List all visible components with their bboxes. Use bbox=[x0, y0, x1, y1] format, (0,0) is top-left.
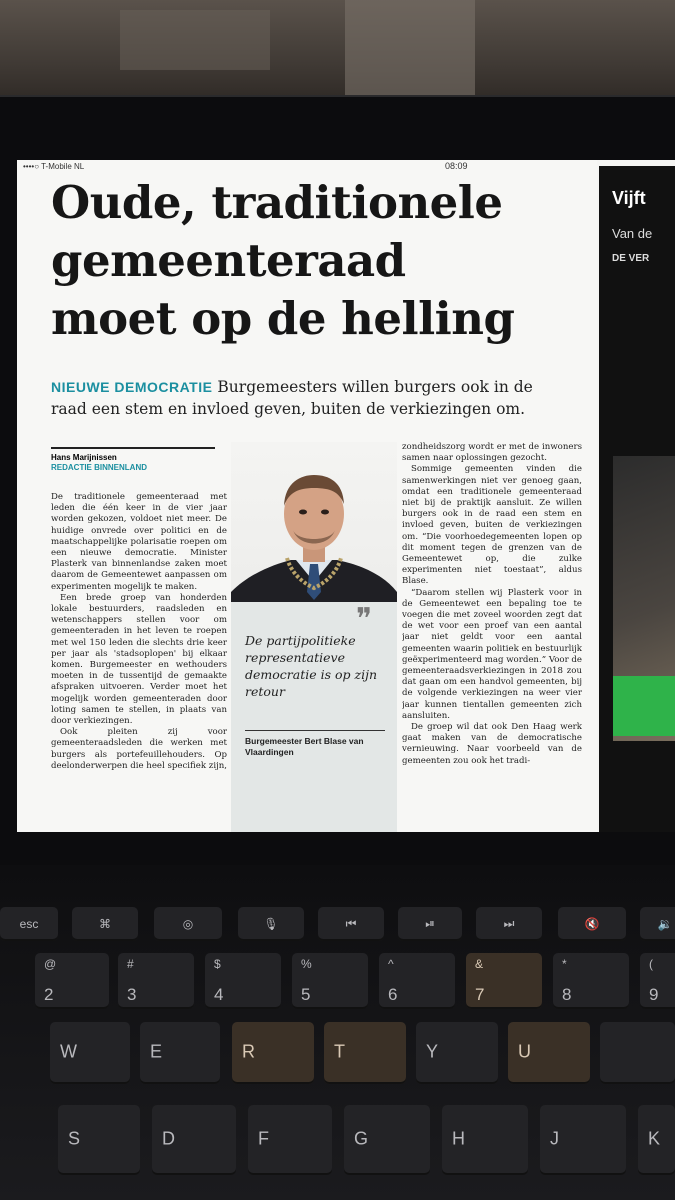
headline-line: Oude, traditionele bbox=[51, 176, 503, 229]
background-room bbox=[0, 0, 675, 110]
article-column-3 bbox=[402, 442, 582, 832]
body-paragraph: Sommige gemeenten vinden die samenwerkingen niet ver genoeg gaan, omdat een traditionele gemeenteraad niet bij de praktijk aansluit. Ze willen burgers ook in de raad een stem en invloed geven, buiten de verkiezingen om. “Die voorhoedegemeenten lopen op dit moment tegen de grenzen van de Gemeentewet op, die zulke experimenten niet toestaat”, aldus Blase. bbox=[402, 464, 582, 587]
key-4[interactable]: $ 4 bbox=[205, 953, 281, 1009]
body-paragraph: zondheidszorg wordt er met de inwoners samen naar oplossingen gezocht. bbox=[402, 442, 582, 464]
key-f[interactable]: F bbox=[248, 1105, 332, 1175]
key-prev-track[interactable]: ⏮ bbox=[318, 907, 384, 941]
tablet-screen bbox=[17, 160, 675, 832]
key-u[interactable]: U bbox=[508, 1022, 590, 1084]
clock: 08:09 bbox=[445, 161, 468, 171]
preview-subtitle: Van de bbox=[612, 226, 653, 241]
next-article-preview[interactable] bbox=[599, 166, 675, 832]
key-mute[interactable]: 🔇 bbox=[558, 907, 626, 941]
preview-kicker: DE VER bbox=[612, 253, 650, 264]
key-r[interactable]: R bbox=[232, 1022, 314, 1084]
background-object bbox=[345, 0, 475, 95]
key-i[interactable] bbox=[600, 1022, 675, 1084]
portrait-photo bbox=[231, 442, 397, 602]
key-7[interactable]: & 7 bbox=[466, 953, 542, 1009]
article-column-1 bbox=[51, 492, 227, 832]
keyboard bbox=[0, 865, 675, 1200]
photo-caption: Burgemeester Bert Blase van Vlaardingen bbox=[245, 730, 385, 758]
body-paragraph: Ook pleiten zij voor gemeenteraadsleden die werken met burgers als portefeuillehouders. Op deelonderwerpen die heel specifiek zijn, bbox=[51, 727, 227, 771]
preview-accent-block bbox=[613, 676, 675, 736]
byline bbox=[51, 447, 215, 473]
headline bbox=[51, 174, 591, 348]
key-h[interactable]: H bbox=[442, 1105, 528, 1175]
key-k[interactable]: K bbox=[638, 1105, 675, 1175]
key-2[interactable]: @ 2 bbox=[35, 953, 109, 1009]
key-t[interactable]: T bbox=[324, 1022, 406, 1084]
preview-title: Vijft bbox=[612, 188, 646, 208]
key-j[interactable]: J bbox=[540, 1105, 626, 1175]
author-department: REDACTIE BINNENLAND bbox=[51, 463, 147, 472]
key-fn[interactable]: ⌘ bbox=[72, 907, 138, 941]
intro-paragraph bbox=[51, 376, 571, 420]
background-object bbox=[120, 10, 270, 70]
key-e[interactable]: E bbox=[140, 1022, 220, 1084]
quote-mark-icon: ❞ bbox=[356, 602, 373, 637]
key-fn[interactable]: 🎙 bbox=[238, 907, 304, 941]
headline-line: moet op de helling bbox=[51, 292, 515, 345]
key-g[interactable]: G bbox=[344, 1105, 430, 1175]
body-paragraph: De groep wil dat ook Den Haag werk gaat maken van de democratische vernieuwing. Naar voorbeeld van de gemeenten zou ook het tradi- bbox=[402, 722, 582, 766]
pull-quote: De partijpolitieke representatieve democratie is op zijn retour bbox=[245, 633, 377, 699]
key-8[interactable]: * 8 bbox=[553, 953, 629, 1009]
key-play-pause[interactable]: ⏯ bbox=[398, 907, 462, 941]
intro-text: Burgemeesters willen burgers ook in de raad een stem en invloed geven, buiten de verkiezingen om. bbox=[51, 378, 533, 418]
key-9[interactable]: ( 9 bbox=[640, 953, 675, 1009]
key-3[interactable]: # 3 bbox=[118, 953, 194, 1009]
kicker: NIEUWE DEMOCRATIE bbox=[51, 379, 213, 395]
carrier-label: ••••○ T-Mobile NL bbox=[23, 162, 85, 171]
key-fn[interactable]: esc bbox=[0, 907, 58, 941]
status-bar bbox=[17, 160, 597, 174]
key-y[interactable]: Y bbox=[416, 1022, 498, 1084]
key-w[interactable]: W bbox=[50, 1022, 130, 1084]
photo-and-quote-box bbox=[231, 442, 397, 832]
body-paragraph: Een brede groep van honderden lokale bestuurders, raadsleden en wetenschappers stellen voor om gemeenteraden in het leven te roepen met wel 150 leden die slechts drie keer per jaar als 'stadsoplopen' bij elkaar komen. Burgemeester en wethouders moeten in de tussentijd de gemaakte afspraken uitvoeren. Verder moet het mogelijk worden gemeenteraden door loting samen te stellen, in plaats van door verkiezingen. bbox=[51, 592, 227, 727]
newspaper-article bbox=[17, 160, 597, 832]
headline-line: gemeenteraad bbox=[51, 234, 406, 287]
body-paragraph: De traditionele gemeenteraad met leden die één keer in de vier jaar worden gekozen, voldoet niet meer. De huidige onvrede over politici en de maatschappelijke polarisatie roepen om een nieuwe democratie. Minister Plasterk van binnenlandse zaken moet daarom de Gemeentewet aanpassen om experimenten mogelijk te maken. bbox=[51, 492, 227, 592]
key-volume-down[interactable]: 🔉 bbox=[640, 907, 675, 941]
key-fn[interactable]: ◎ bbox=[154, 907, 222, 941]
key-next-track[interactable]: ⏭ bbox=[476, 907, 542, 941]
key-6[interactable]: ^ 6 bbox=[379, 953, 455, 1009]
author-name: Hans Marijnissen bbox=[51, 453, 117, 462]
key-s[interactable]: S bbox=[58, 1105, 140, 1175]
body-paragraph: “Daarom stellen wij Plasterk voor in de Gemeentewet een bepaling toe te voegen die met zoveel woorden zegt dat de wet voor een proef van een aantal jaar niet geldt voor een aantal gemeenten waarin politiek en bestuurlijk geëxperimenteerd mag worden.” Voor de gemeenteraadsverkiezingen in 2018 zou dat gaan om een handvol gemeenten, bij de volgende verkiezingen na weer vier jaar kunnen tientallen gemeenten zich aansluiten. bbox=[402, 587, 582, 721]
key-d[interactable]: D bbox=[152, 1105, 236, 1175]
key-5[interactable]: % 5 bbox=[292, 953, 368, 1009]
